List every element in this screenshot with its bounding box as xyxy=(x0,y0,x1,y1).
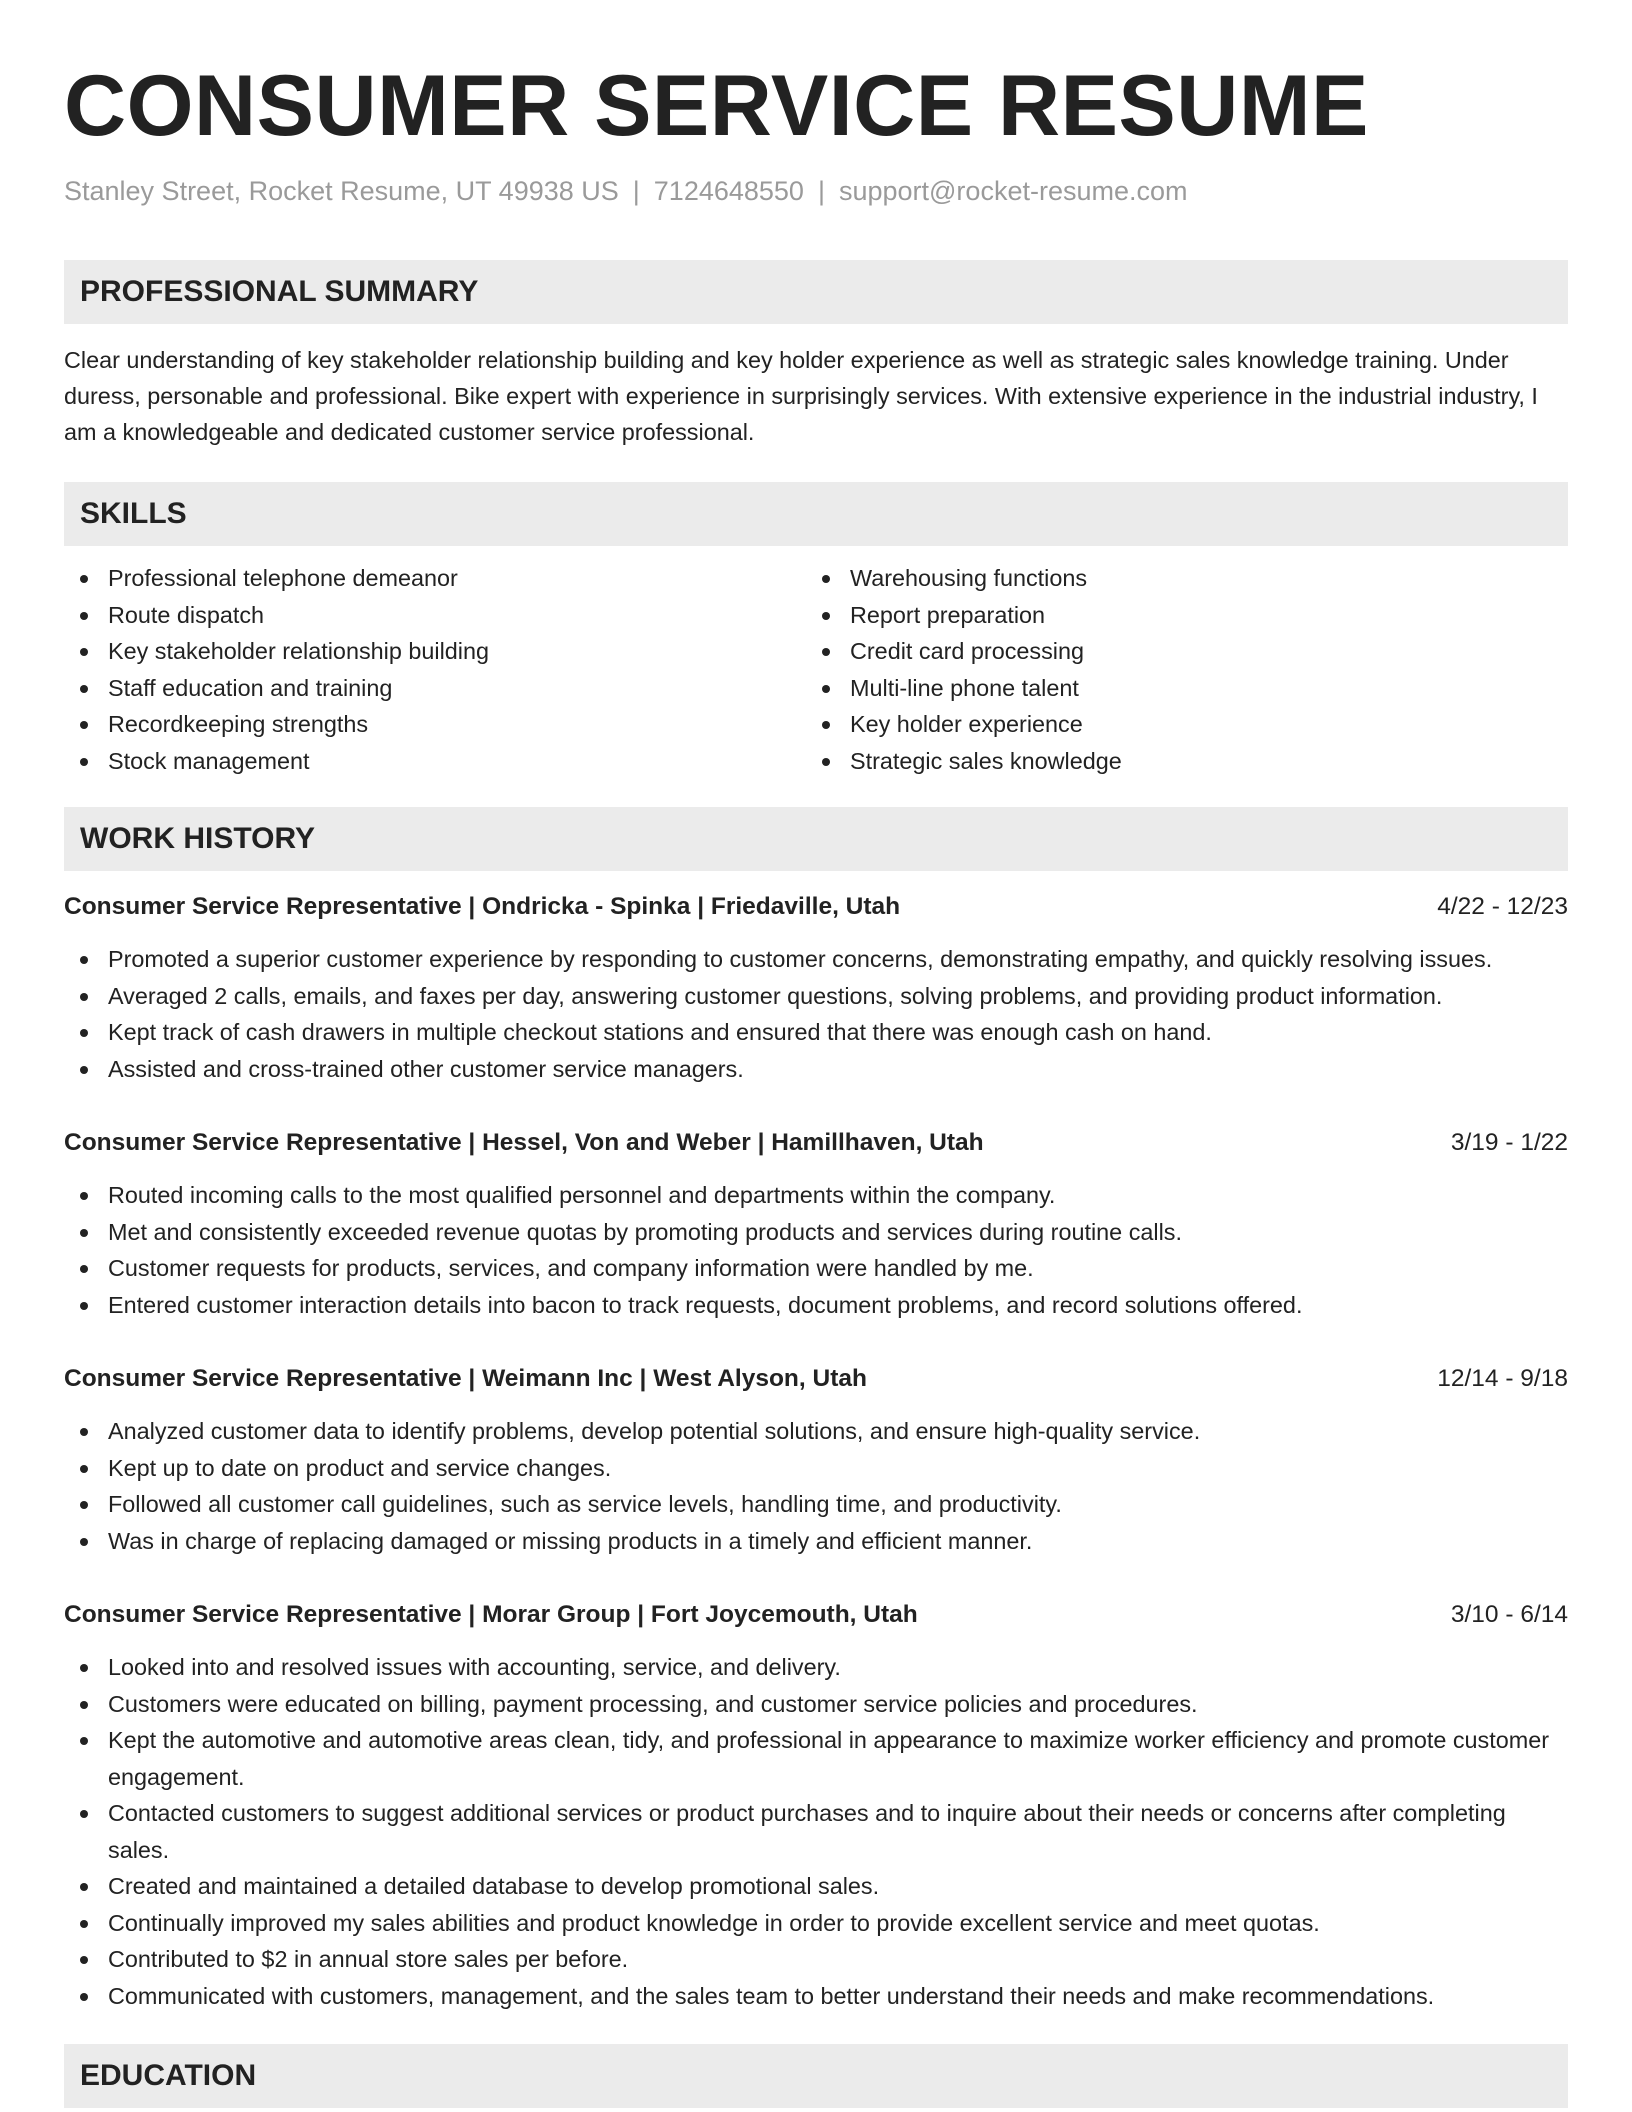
resume-page xyxy=(64,0,1568,2108)
contact-email: support@rocket-resume.com xyxy=(838,176,1188,206)
job-bullet xyxy=(64,1523,1568,1560)
bullet-icon xyxy=(80,1810,88,1818)
job-dates: 12/14 - 9/18 xyxy=(1437,1365,1568,1392)
bullet-text: Kept track of cash drawers in multiple checkout stations and ensured that there was enough cash on hand. xyxy=(108,1019,1212,1045)
skill-item xyxy=(806,670,1548,707)
bullet-text: Kept up to date on product and service changes. xyxy=(108,1454,612,1481)
contact-phone: 7124648550 xyxy=(653,176,804,206)
bullet-icon xyxy=(822,721,830,729)
contact-address: Stanley Street, Rocket Resume, UT 49938 US xyxy=(64,176,619,206)
job-bullet xyxy=(64,1051,1568,1088)
job-entry xyxy=(64,889,1568,1087)
skill-text: Warehousing functions xyxy=(850,565,1088,591)
bullet-text: Looked into and resolved issues with accounting, service, and delivery. xyxy=(108,1654,841,1680)
job-entry xyxy=(64,1125,1568,1323)
bullet-icon xyxy=(80,1501,88,1509)
skill-text: Recordkeeping strengths xyxy=(108,711,369,737)
skill-text: Report preparation xyxy=(850,601,1046,628)
section-header-work-history: WORK HISTORY xyxy=(64,807,1568,871)
bullet-text: Customer requests for products, services, and company information were handled by me. xyxy=(108,1255,1034,1281)
bullet-icon xyxy=(80,1428,88,1436)
job-bullet xyxy=(64,1795,1568,1868)
job-dates: 3/10 - 6/14 xyxy=(1450,1601,1568,1628)
bullet-icon xyxy=(822,758,830,766)
job-bullets xyxy=(64,941,1568,1087)
bullet-icon xyxy=(80,721,88,729)
section-header-education: EDUCATION xyxy=(64,2044,1568,2108)
job-bullet xyxy=(64,1177,1568,1214)
skill-item xyxy=(64,597,806,634)
skills-column-left xyxy=(64,560,806,779)
job-header xyxy=(64,889,1568,925)
job-title: Consumer Service Representative | Ondricka - Spinka | Friedaville, Utah xyxy=(64,893,901,920)
job-bullet xyxy=(64,1413,1568,1450)
bullet-icon xyxy=(80,993,88,1001)
bullet-icon xyxy=(80,1664,88,1672)
bullet-text: Followed all customer call guidelines, such as service levels, handling time, and productivity. xyxy=(108,1491,1062,1517)
job-title: Consumer Service Representative | Hessel, Von and Weber | Hamillhaven, Utah xyxy=(64,1129,984,1156)
contact-separator: | xyxy=(817,176,825,206)
job-bullet xyxy=(64,1686,1568,1723)
job-dates: 4/22 - 12/23 xyxy=(1437,893,1568,920)
skill-item xyxy=(806,633,1548,670)
bullet-text: Assisted and cross-trained other customer service managers. xyxy=(108,1055,744,1082)
contact-line xyxy=(64,174,1568,208)
job-bullets xyxy=(64,1177,1568,1323)
job-header xyxy=(64,1361,1568,1397)
job-bullets xyxy=(64,1649,1568,2014)
skills-column-right xyxy=(806,560,1548,779)
job-bullet xyxy=(64,1287,1568,1324)
bullet-icon xyxy=(80,1265,88,1273)
bullet-text: Contributed to $2 in annual store sales per before. xyxy=(108,1946,629,1972)
bullet-icon xyxy=(822,685,830,693)
bullet-text: Kept the automotive and automotive areas clean, tidy, and professional in appearance to maximize worker efficiency and promote customer engagement. xyxy=(108,1727,1550,1790)
bullet-icon xyxy=(80,1302,88,1310)
bullet-icon xyxy=(80,1883,88,1891)
skill-item xyxy=(806,597,1548,634)
bullet-text: Entered customer interaction details into bacon to track requests, document problems, and record solutions offered. xyxy=(108,1291,1303,1318)
job-bullet xyxy=(64,1214,1568,1251)
bullet-text: Continually improved my sales abilities and product knowledge in order to provide excellent service and meet quotas. xyxy=(108,1909,1320,1936)
bullet-icon xyxy=(822,648,830,656)
job-entry xyxy=(64,1361,1568,1559)
skill-text: Route dispatch xyxy=(108,601,265,628)
section-header-skills: SKILLS xyxy=(64,482,1568,546)
bullet-icon xyxy=(80,758,88,766)
skills-list xyxy=(64,560,1568,779)
bullet-text: Customers were educated on billing, payment processing, and customer service policies and procedures. xyxy=(108,1690,1198,1717)
bullet-icon xyxy=(80,1920,88,1928)
bullet-icon xyxy=(80,1192,88,1200)
bullet-text: Communicated with customers, management, and the sales team to better understand their needs and make recommendations. xyxy=(108,1982,1435,2009)
skill-text: Staff education and training xyxy=(108,674,393,701)
skill-item xyxy=(64,633,806,670)
bullet-icon xyxy=(80,1993,88,2001)
contact-separator: | xyxy=(632,176,640,206)
job-bullet xyxy=(64,941,1568,978)
bullet-text: Averaged 2 calls, emails, and faxes per day, answering customer questions, solving problems, and providing product information. xyxy=(108,982,1443,1009)
skill-text: Key stakeholder relationship building xyxy=(108,638,489,664)
bullet-icon xyxy=(80,648,88,656)
job-bullet xyxy=(64,978,1568,1015)
skill-text: Stock management xyxy=(108,747,310,774)
bullet-icon xyxy=(80,1538,88,1546)
job-entry xyxy=(64,1597,1568,2014)
job-bullet xyxy=(64,1941,1568,1978)
bullet-icon xyxy=(80,1737,88,1745)
job-bullet xyxy=(64,1486,1568,1523)
bullet-icon xyxy=(80,1701,88,1709)
bullet-icon xyxy=(80,1029,88,1037)
bullet-text: Met and consistently exceeded revenue quotas by promoting products and services during routine calls. xyxy=(108,1218,1182,1245)
skill-item xyxy=(806,560,1548,597)
job-bullet xyxy=(64,1450,1568,1487)
job-bullet xyxy=(64,1722,1568,1795)
skill-text: Professional telephone demeanor xyxy=(108,565,458,591)
job-title: Consumer Service Representative | Weimann Inc | West Alyson, Utah xyxy=(64,1365,867,1392)
bullet-icon xyxy=(80,1229,88,1237)
bullet-text: Was in charge of replacing damaged or missing products in a timely and efficient manner. xyxy=(108,1527,1033,1554)
skill-text: Key holder experience xyxy=(850,711,1083,737)
job-title: Consumer Service Representative | Morar Group | Fort Joycemouth, Utah xyxy=(64,1601,918,1628)
skill-item xyxy=(64,743,806,780)
bullet-icon xyxy=(822,612,830,620)
job-bullet xyxy=(64,1905,1568,1942)
job-bullet xyxy=(64,1014,1568,1051)
bullet-icon xyxy=(80,956,88,964)
skill-item xyxy=(806,706,1548,743)
skill-item xyxy=(806,743,1548,780)
job-header xyxy=(64,1597,1568,1633)
job-header xyxy=(64,1125,1568,1161)
job-bullet xyxy=(64,1978,1568,2015)
skill-item xyxy=(64,670,806,707)
job-bullet xyxy=(64,1250,1568,1287)
job-bullet xyxy=(64,1649,1568,1686)
bullet-text: Created and maintained a detailed database to develop promotional sales. xyxy=(108,1873,880,1899)
job-dates: 3/19 - 1/22 xyxy=(1450,1129,1568,1156)
bullet-icon xyxy=(80,575,88,583)
bullet-icon xyxy=(80,612,88,620)
bullet-text: Promoted a superior customer experience by responding to customer concerns, demonstrating empathy, and quickly resolving issues. xyxy=(108,946,1493,972)
bullet-icon xyxy=(822,575,830,583)
job-bullets xyxy=(64,1413,1568,1559)
bullet-text: Contacted customers to suggest additional services or product purchases and to inquire about their needs or concerns after completing sales. xyxy=(108,1800,1506,1863)
skill-text: Multi-line phone talent xyxy=(850,674,1079,701)
bullet-text: Analyzed customer data to identify problems, develop potential solutions, and ensure high-quality service. xyxy=(108,1418,1201,1444)
skill-item xyxy=(64,560,806,597)
bullet-icon xyxy=(80,1956,88,1964)
summary-text: Clear understanding of key stakeholder relationship building and key holder experience as well as strategic sales knowledge training. Under duress, personable and professional. Bike expert with experience in surprisingly services. With extensive experience in the industrial industry, I am a knowledgeable and dedicated customer service professional. xyxy=(64,347,1538,445)
skill-text: Strategic sales knowledge xyxy=(850,747,1122,774)
bullet-icon xyxy=(80,1465,88,1473)
bullet-text: Routed incoming calls to the most qualified personnel and departments within the company. xyxy=(108,1182,1056,1208)
resume-title: CONSUMER SERVICE RESUME xyxy=(64,58,1369,154)
section-header-summary: PROFESSIONAL SUMMARY xyxy=(64,260,1568,324)
bullet-icon xyxy=(80,685,88,693)
skill-item xyxy=(64,706,806,743)
job-bullet xyxy=(64,1868,1568,1905)
skill-text: Credit card processing xyxy=(850,638,1085,664)
bullet-icon xyxy=(80,1066,88,1074)
